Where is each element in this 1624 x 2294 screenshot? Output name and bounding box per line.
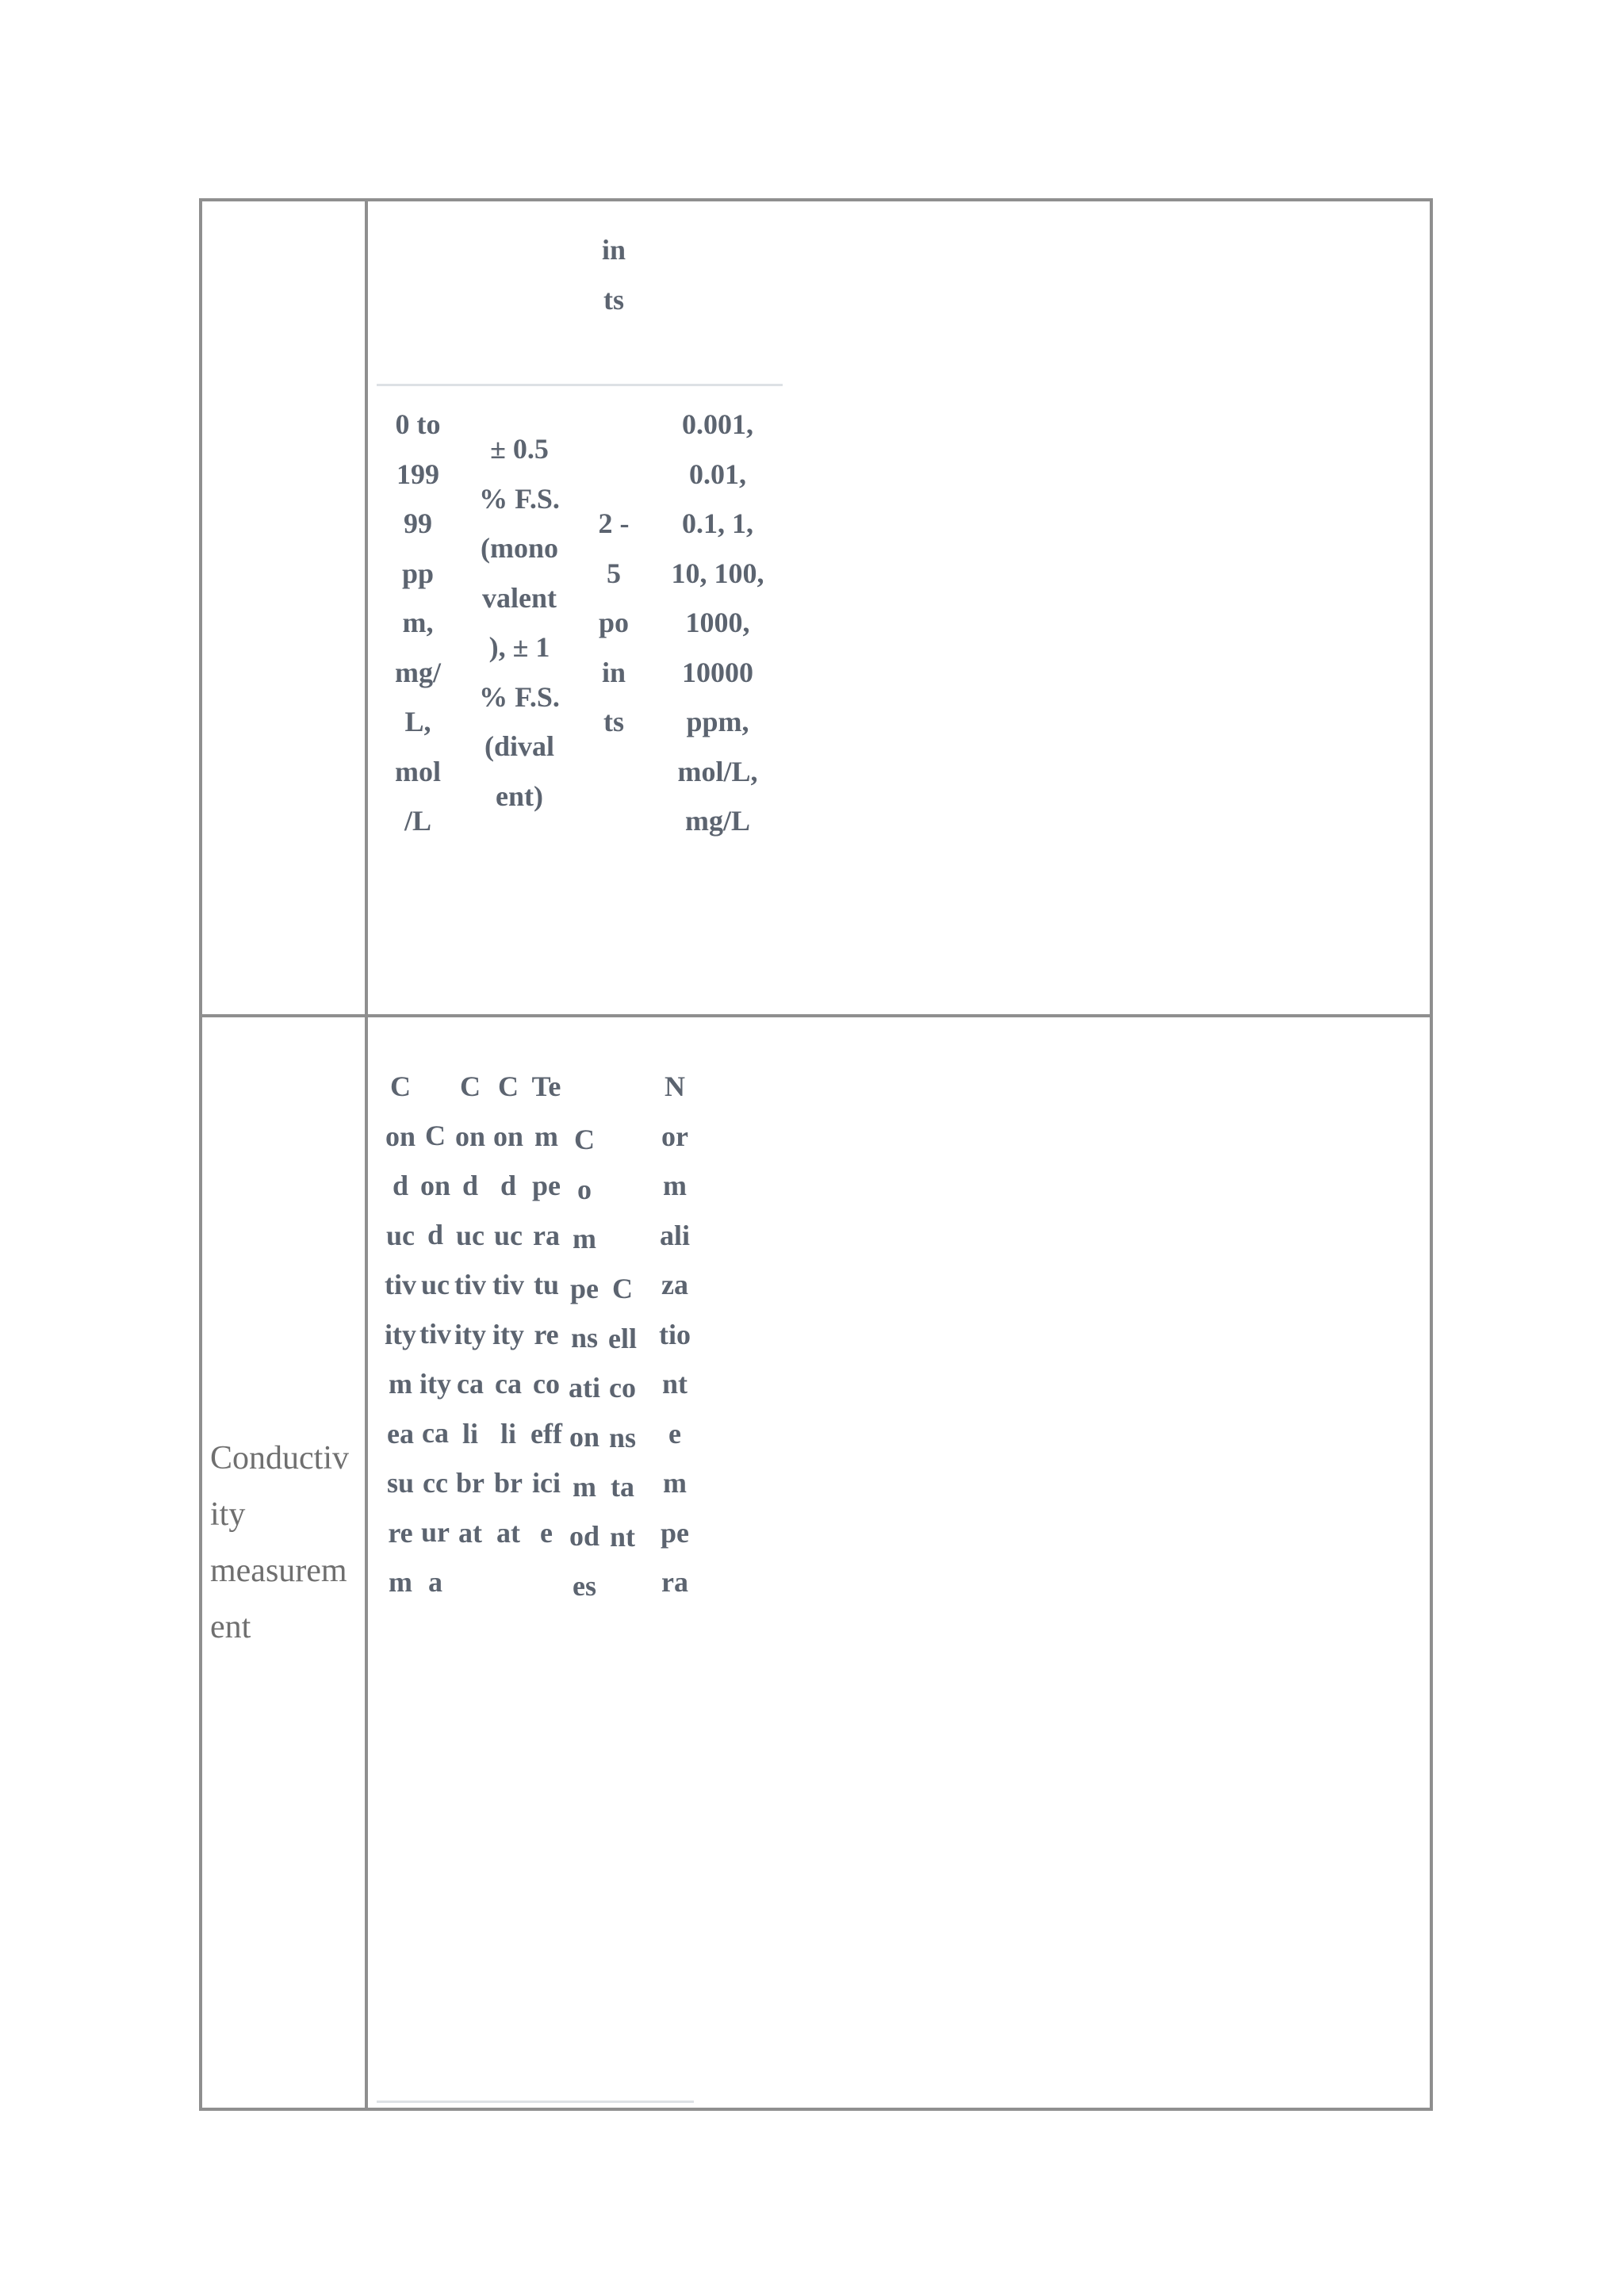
accuracy-cell: ± 0.5 % F.S. (mono valent ), ± 1 % F.S. (dival ent) xyxy=(479,433,560,812)
vertical-header-7: Cellconstant xyxy=(608,1273,637,1553)
points-header-tail: in ts xyxy=(601,234,626,316)
vertical-header-2: Conductivitycaccura xyxy=(419,1120,451,1598)
vertical-header-6: Compensationmodes xyxy=(569,1124,600,1602)
points-cell: 2 - 5 po in ts xyxy=(598,507,630,737)
vertical-header-4: Conductivitycalibrat xyxy=(492,1070,524,1549)
resolution-cell: 0.001, 0.01, 0.1, 1, 10, 100, 1000, 10000 ppm, mol/L, mg/L xyxy=(671,408,764,837)
vertical-header-8: Normalizationtempera xyxy=(659,1070,691,1598)
vertical-header-1: Conductivitymeasurem xyxy=(385,1070,416,1598)
inner-table-rule-bottom xyxy=(377,2101,694,2103)
spec-table xyxy=(199,198,1433,2111)
inner-table-rule xyxy=(377,384,783,386)
column-divider xyxy=(365,201,368,2108)
conductivity-measurement-label: Conductiv ity measurem ent xyxy=(210,1440,349,1645)
vertical-header-5: Temperaturecoefficie xyxy=(530,1070,562,1549)
range-cell: 0 to 199 99 pp m, mg/ L, mol /L xyxy=(395,408,441,837)
vertical-header-3: Conductivitycalibrat xyxy=(454,1070,486,1549)
row-divider xyxy=(202,1014,1430,1017)
